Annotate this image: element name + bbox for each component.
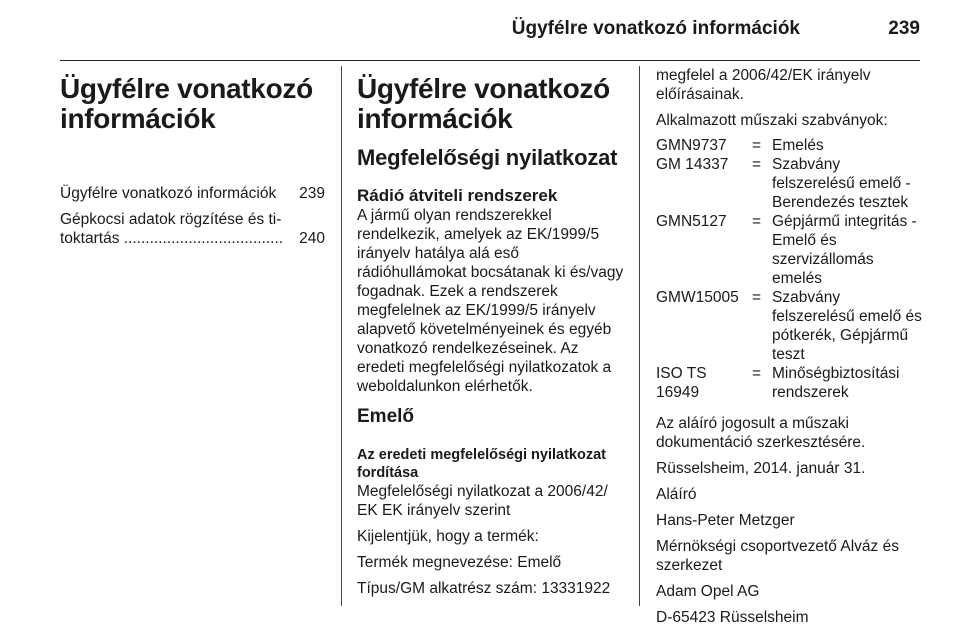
standards-row [656,288,922,364]
header-divider [60,60,920,61]
translation-heading: Az eredeti megfelelőségi nyilatkozat fordítása [357,447,606,481]
toc-entry-label: Gépkocsi adatok rögzítése és ti- [60,211,282,228]
section-title: Ügyfélre vonatkozó információk [357,73,610,134]
company-address: D-65423 Rüsselsheim [656,609,809,626]
standard-equals: = [752,365,762,382]
standards-row [656,136,922,155]
standards-label: Alkalmazott műszaki szabványok: [656,112,888,129]
page-number: 239 [888,18,920,39]
toc-title: Ügyfélre vonatkozó információk [60,73,313,134]
toc-entry[interactable] [60,210,325,248]
signatory-role: Mérnökségi csoportvezető Alváz és szerkezet [656,538,899,574]
standards-row [656,364,922,402]
content-column-2 [357,64,625,605]
standards-row [656,212,922,288]
standards-row [656,155,922,212]
toc-column [60,64,325,255]
toc-entry-label: Ügyfélre vonatkozó információk [60,185,277,202]
standard-description: Gépjármű integritás - Emelő és szervizállomás emelés [772,213,917,287]
column-divider-2 [639,66,640,606]
jack-heading: Emelő [357,406,415,427]
running-header-title: Ügyfélre vonatkozó információk [511,18,800,39]
content-column-3 [656,64,922,634]
standard-equals: = [752,289,762,306]
column-divider-1 [341,66,342,606]
signatory-name: Hans-Peter Metzger [656,512,795,529]
declaration-line: Megfelelőségi nyilatkozat a 2006/42/ EK EK irányelv szerint [357,483,608,519]
standard-description: Emelés [772,137,824,154]
standard-equals: = [752,213,762,230]
standard-equals: = [752,137,762,154]
section-subtitle: Megfelelőségi nyilatkozat [357,145,618,170]
radio-paragraph: A jármű olyan rendszerekkel rendelkezik, amelyek az EK/1999/5 irányelv hatálya alá eső rádióhullámokat bocsátanak ki és/vagy fogadnak. Ezek a rendszerek megfelelnek az EK/1999/5 irányelv alapvető követelményeinek és egyéb vonatkozó rendelkezéseinek. Az eredeti megfelelőségi nyilatkozatok a weboldalunkon elérhetők. [357,207,624,395]
toc-entry-label-cont: toktartás ..................................... [60,230,284,247]
signatory-label: Aláíró [656,486,697,503]
part-number: Típus/GM alkatrész szám: 13331922 [357,580,611,597]
standard-description: Minőségbiztosítási rendszerek [772,365,900,401]
standard-description: Szabvány felszerelésű emelő - Berendezés tesztek [772,156,911,211]
radio-heading: Rádió átviteli rendszerek [357,186,558,205]
standard-code: GM 14337 [656,156,729,173]
product-name: Termék megnevezése: Emelő [357,554,562,571]
company-name: Adam Opel AG [656,583,760,600]
standards-table [656,136,922,402]
toc-entry[interactable] [60,184,325,203]
standard-code: GMW15005 [656,289,739,306]
signatory-text: Az aláíró jogosult a műszaki dokumentáció szerkesztésére. [656,415,866,451]
toc-entry-page: 239 [299,185,325,202]
toc-entry-page: 240 [299,230,325,247]
standard-code: GMN5127 [656,213,727,230]
standard-code: GMN9737 [656,137,727,154]
standard-equals: = [752,156,762,173]
standard-code: ISO TS 16949 [656,365,707,401]
conforms-text: megfelel a 2006/42/EK irányelv előírásainak. [656,67,871,103]
standard-description: Szabvány felszerelésű emelő és pótkerék, Gépjármű teszt [772,289,922,363]
place-date: Rüsselsheim, 2014. január 31. [656,460,866,477]
declare-line: Kijelentjük, hogy a termék: [357,528,539,545]
